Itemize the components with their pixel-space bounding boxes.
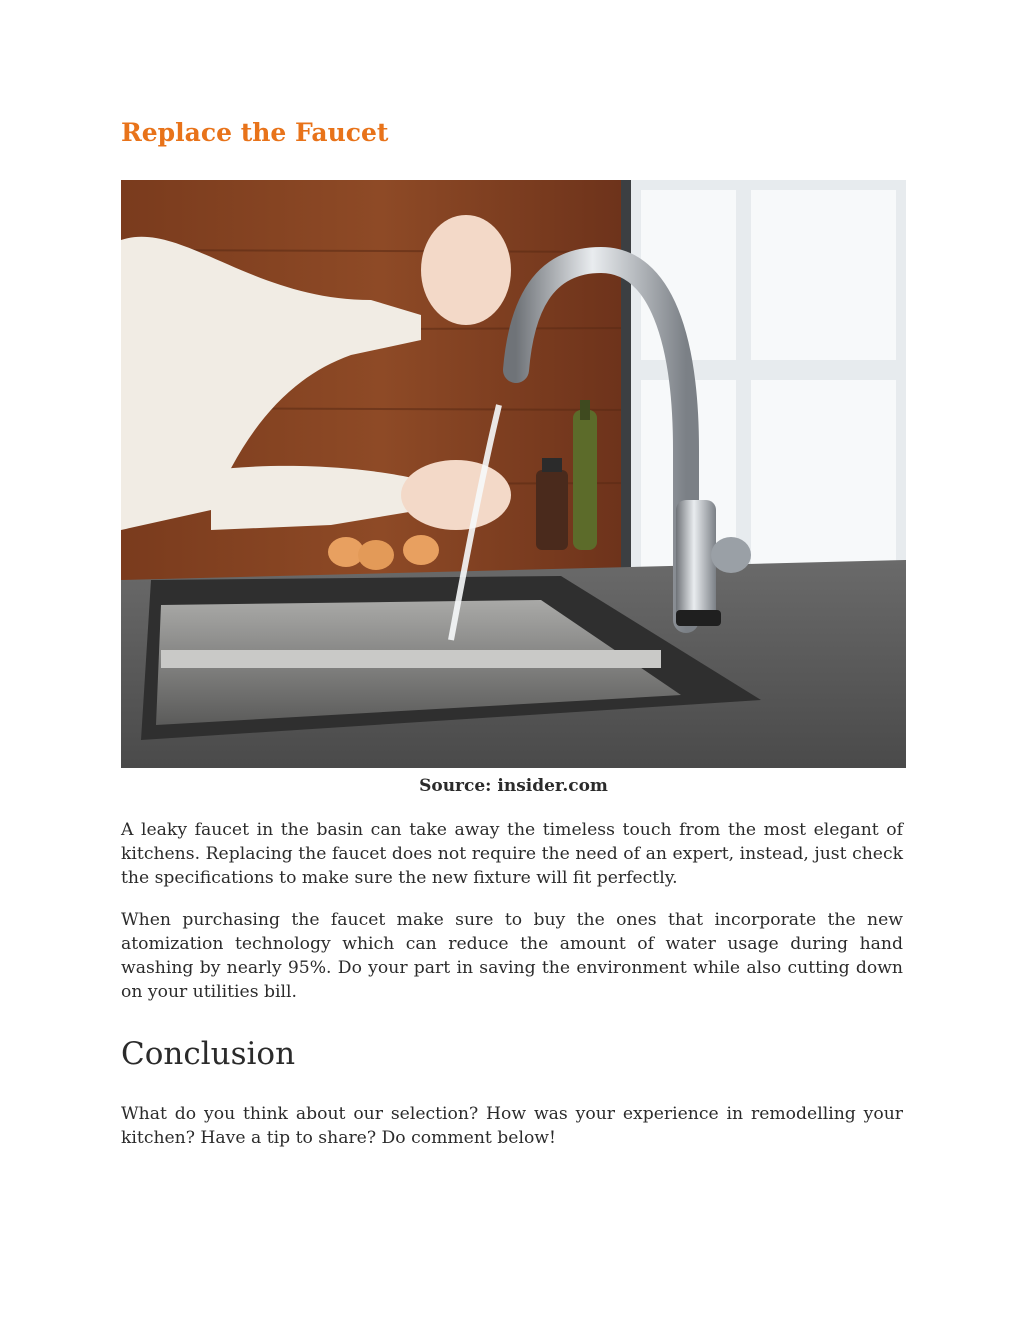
conclusion-heading: Conclusion [121,1036,296,1072]
body-paragraph: When purchasing the faucet make sure to buy the ones that incorporate the new atomization technology which can reduce the amount of water usage during hand washing by nearly 95%. Do your part in saving the environment while also cutting down on your utilities bill. [121,910,903,1002]
kitchen-faucet-photo [121,180,906,768]
section-heading: Replace the Faucet [121,118,389,147]
figure-caption: Source: insider.com [419,776,608,796]
body-paragraph: A leaky faucet in the basin can take away the timeless touch from the most elegant of kitchens. Replacing the faucet does not require the need of an expert, instead, just check the specifications to make sure the new fixture will fit perfectly. [121,820,903,888]
conclusion-paragraph: What do you think about our selection? How was your experience in remodelling your kitchen? Have a tip to share? Do comment below! [121,1104,903,1148]
kitchen-faucet-illustration [121,180,906,768]
